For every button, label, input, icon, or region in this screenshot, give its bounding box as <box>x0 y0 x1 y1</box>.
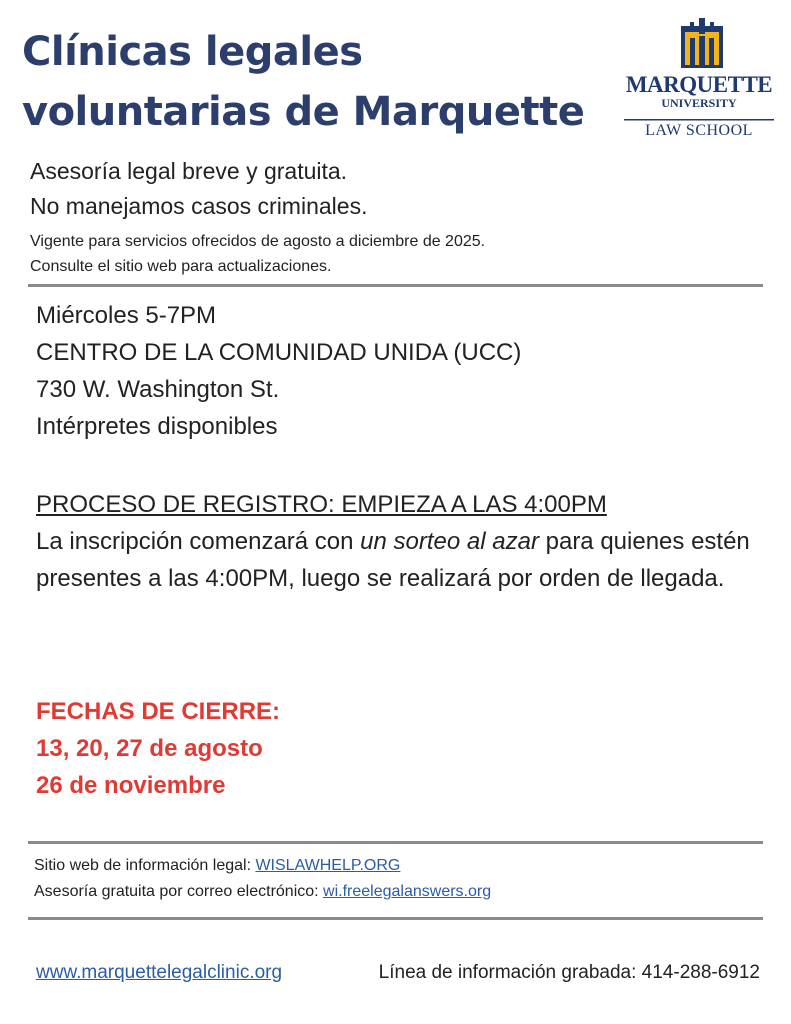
registration-section <box>36 486 776 597</box>
clinic-address: 730 W. Washington St. <box>36 376 280 403</box>
updates-note: Consulte el sitio web para actualizaciones. <box>30 258 332 275</box>
logo-name: MARQUETTE <box>625 72 773 97</box>
closing-heading: FECHAS DE CIERRE: <box>36 698 281 725</box>
registration-text-end: para quienes estén presentes a las 4:00PM, luego se realizará por orden de llegada. <box>36 528 750 592</box>
page-title <box>22 22 584 142</box>
freelegalanswers-link[interactable]: wi.freelegalanswers.org <box>323 883 492 900</box>
closing-dates <box>36 693 280 804</box>
intro-section <box>30 154 367 224</box>
legal-links <box>34 853 491 905</box>
registration-text-start: La inscripción comenzará con <box>36 528 361 555</box>
divider-middle <box>28 841 763 844</box>
email-advice-row <box>34 879 491 905</box>
intro-notes <box>30 229 485 279</box>
clinic-location: CENTRO DE LA COMUNIDAD UNIDA (UCC) <box>36 339 522 366</box>
clinic-day-time: Miércoles 5-7PM <box>36 302 217 329</box>
title-line-2: voluntarias de Marquette <box>22 89 585 135</box>
info-website-label: Sitio web de información legal: <box>34 857 256 874</box>
logo-university: UNIVERSITY <box>661 96 737 110</box>
clinic-details <box>36 297 521 445</box>
registration-emphasis: un sorteo al azar <box>360 528 539 555</box>
recorded-info-line: Línea de información grabada: 414-288-6912 <box>378 962 760 983</box>
wislawhelp-link[interactable]: WISLAWHELP.ORG <box>255 857 401 874</box>
closing-dates-november: 26 de noviembre <box>36 772 226 799</box>
divider-bottom <box>28 917 763 920</box>
logo-school: LAW SCHOOL <box>645 122 753 139</box>
intro-line-2: No manejamos casos criminales. <box>30 193 368 219</box>
validity-note: Vigente para servicios ofrecidos de agosto a diciembre de 2025. <box>30 233 486 250</box>
clinic-website-link[interactable]: www.marquettelegalclinic.org <box>36 962 283 983</box>
footer <box>36 960 760 986</box>
registration-heading: PROCESO DE REGISTRO: EMPIEZA A LAS 4:00PM <box>36 491 607 518</box>
title-line-1: Clínicas legales <box>22 29 363 75</box>
info-website-row <box>34 853 491 879</box>
divider-top <box>28 284 763 287</box>
marquette-law-logo <box>620 18 778 143</box>
registration-text <box>36 523 776 597</box>
email-advice-label: Asesoría gratuita por correo electrónico: <box>34 883 324 900</box>
closing-dates-august: 13, 20, 27 de agosto <box>36 735 263 762</box>
clinic-interpreters: Intérpretes disponibles <box>36 413 278 440</box>
intro-line-1: Asesoría legal breve y gratuita. <box>30 158 348 184</box>
